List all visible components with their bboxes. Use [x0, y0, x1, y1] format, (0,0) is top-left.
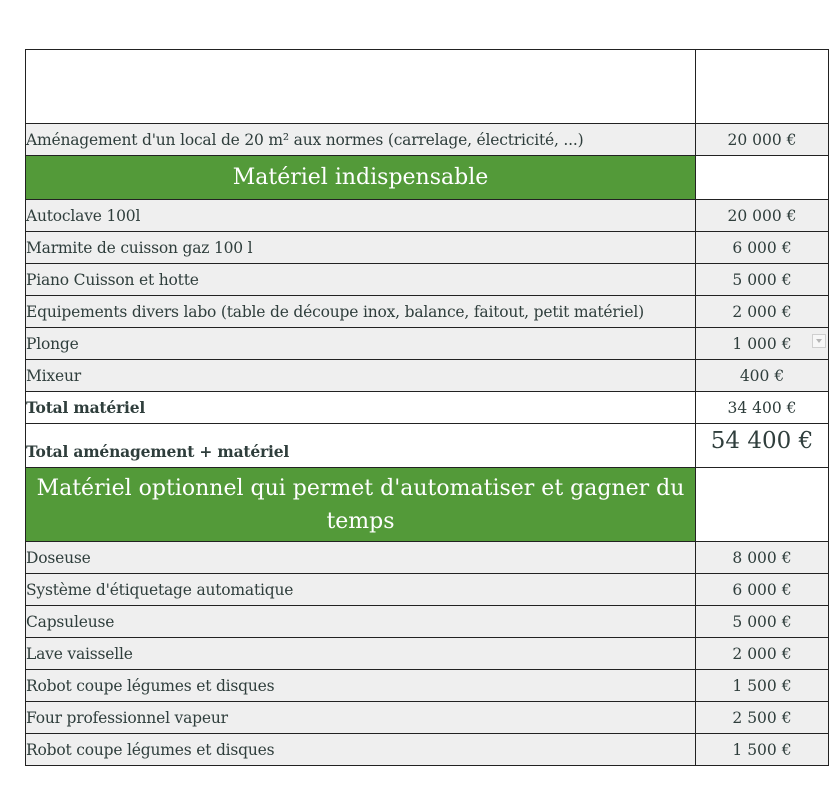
- dropdown-arrow-icon[interactable]: [812, 334, 826, 348]
- row-cost[interactable]: 6 000 €: [696, 232, 829, 264]
- section-row: [26, 468, 829, 542]
- row-label[interactable]: Doseuse: [26, 542, 696, 574]
- row-label[interactable]: Equipements divers labo (table de découpe inox, balance, faitout, petit matériel): [26, 296, 696, 328]
- row-cost[interactable]: 2 000 €: [696, 638, 829, 670]
- table-row: [26, 264, 829, 296]
- total-global-value[interactable]: 54 400 €: [696, 424, 829, 468]
- row-label[interactable]: Lave vaisselle: [26, 638, 696, 670]
- table-row: [26, 232, 829, 264]
- row-label[interactable]: Marmite de cuisson gaz 100 l: [26, 232, 696, 264]
- row-label[interactable]: Robot coupe légumes et disques: [26, 734, 696, 766]
- row-label[interactable]: Piano Cuisson et hotte: [26, 264, 696, 296]
- row-label[interactable]: Autoclave 100l: [26, 200, 696, 232]
- row-cost[interactable]: 6 000 €: [696, 574, 829, 606]
- section-empty-cell[interactable]: [696, 468, 829, 542]
- row-cost[interactable]: 1 500 €: [696, 734, 829, 766]
- cost-column-header[interactable]: coût estimé: [696, 50, 829, 124]
- row-cost[interactable]: 5 000 €: [696, 264, 829, 296]
- row-label[interactable]: Four professionnel vapeur: [26, 702, 696, 734]
- header-empty-cell[interactable]: [26, 50, 696, 124]
- section-title-optionnel[interactable]: Matériel optionnel qui permet d'automatiser et gagner du temps: [26, 468, 696, 542]
- table-row: [26, 328, 829, 360]
- section-row: [26, 156, 829, 200]
- row-cost[interactable]: 5 000 €: [696, 606, 829, 638]
- table-row: [26, 542, 829, 574]
- cost-table: [25, 49, 829, 766]
- table-row: [26, 124, 829, 156]
- total-materiel-label[interactable]: Total matériel: [26, 392, 696, 424]
- table-row: [26, 296, 829, 328]
- row-cost-value: 1 000 €: [732, 334, 792, 353]
- total-materiel-row: [26, 392, 829, 424]
- row-cost[interactable]: 20 000 €: [696, 200, 829, 232]
- table-row: [26, 574, 829, 606]
- table-row: [26, 670, 829, 702]
- table-row: [26, 702, 829, 734]
- row-cost[interactable]: 2 500 €: [696, 702, 829, 734]
- table-row: [26, 360, 829, 392]
- total-global-row: [26, 424, 829, 468]
- table-row: [26, 638, 829, 670]
- table-row: [26, 200, 829, 232]
- row-label[interactable]: Mixeur: [26, 360, 696, 392]
- header-row: [26, 50, 829, 124]
- row-cost[interactable]: 8 000 €: [696, 542, 829, 574]
- row-cost[interactable]: 1 500 €: [696, 670, 829, 702]
- section-empty-cell[interactable]: [696, 156, 829, 200]
- section-title-indispensable[interactable]: Matériel indispensable: [26, 156, 696, 200]
- row-cost[interactable]: 20 000 €: [696, 124, 829, 156]
- row-cost[interactable]: 2 000 €: [696, 296, 829, 328]
- table-row: [26, 734, 829, 766]
- row-label[interactable]: Système d'étiquetage automatique: [26, 574, 696, 606]
- row-label[interactable]: Aménagement d'un local de 20 m² aux normes (carrelage, électricité, ...): [26, 124, 696, 156]
- total-materiel-value[interactable]: 34 400 €: [696, 392, 829, 424]
- table-row: [26, 606, 829, 638]
- row-label[interactable]: Robot coupe légumes et disques: [26, 670, 696, 702]
- total-global-label[interactable]: Total aménagement + matériel: [26, 424, 696, 468]
- row-cost-with-dropdown[interactable]: [696, 328, 829, 360]
- row-cost[interactable]: 400 €: [696, 360, 829, 392]
- row-label[interactable]: Capsuleuse: [26, 606, 696, 638]
- row-label[interactable]: Plonge: [26, 328, 696, 360]
